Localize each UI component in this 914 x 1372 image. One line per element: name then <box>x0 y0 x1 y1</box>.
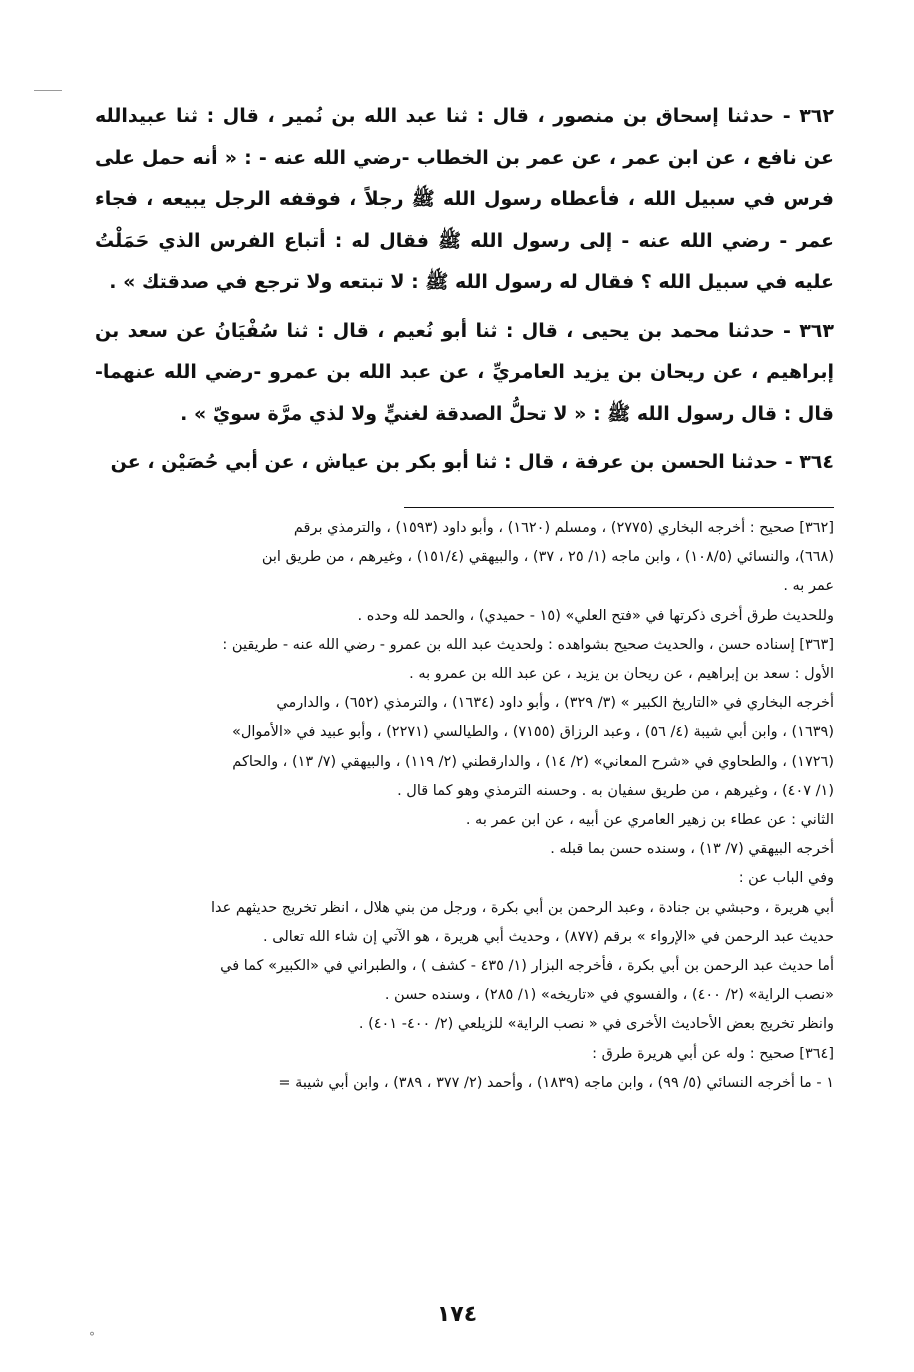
hadith-line: رسول الله ﷺ : « لا تحلُّ الصدقة لغنيٍّ ولا لذي مرَّة سويّ » . <box>180 402 735 425</box>
footnote-line: الثاني : عن عطاء بن زهير العامري عن أبيه ، عن ابن عمر به . <box>465 812 834 829</box>
footnote-line: وفي الباب عن : <box>738 870 834 887</box>
footnote-line: ١ - ما أخرجه النسائي (٥/ ٩٩) ، وابن ماجه (١٨٣٩) ، وأحمد (٢/ ٣٧٧ ، ٣٨٩) ، وابن أبي شيبة = <box>278 1074 834 1091</box>
footnote-line: الأول : سعد بن إبراهيم ، عن ريحان بن يزيد ، عن عبد الله بن عمرو به . <box>409 666 834 683</box>
footnote-line: «نصب الراية» (٢/ ٤٠٠) ، والفسوي في «تاريخه» (١/ ٢٨٥) ، وسنده حسن . <box>384 987 834 1004</box>
hadith-line: إبراهيم ، عن ريحان بن يزيد العامريِّ ، عن عبد الله بن عمرو -رضي الله عنهما- قال : قال <box>95 361 834 425</box>
hadith-paragraph <box>95 442 834 484</box>
hadith-line: ٣٦٤ - حدثنا الحسن بن عرفة ، قال : ثنا أبو بكر بن عياش ، عن أبي حُصَيْن ، عن <box>110 451 834 473</box>
footnote-line: (١٧٢٦) ، والطحاوي في «شرح المعاني» (٢/ ١٤) ، والدارقطني (٢/ ١١٩) ، والبيهقي (٧/ ١٣) ، والحاكم <box>232 753 834 770</box>
hadith-paragraph <box>95 311 834 436</box>
footnote-separator <box>404 507 834 508</box>
footnote-line: أخرجه البخاري في «التاريخ الكبير » (٣/ ٣٢٩) ، وأبو داود (١٦٣٤) ، والترمذي (٦٥٢) ، والدارمي <box>276 695 834 712</box>
footnote-line: حديث عبد الرحمن في «الإرواء » برقم (٨٧٧) ، وحديث أبي هريرة ، هو الآتي إن شاء الله تعالى . <box>263 928 834 945</box>
footnote-line: [٣٦٢] صحيح : أخرجه البخاري (٢٧٧٥) ، ومسلم (١٦٢٠) ، وأبو داود (١٥٩٣) ، والترمذي برقم <box>293 520 834 536</box>
footnote-line: أما حديث عبد الرحمن بن أبي بكرة ، فأخرجه البزار (١/ ٤٣٥ - كشف ) ، والطبراني في «الكبير» كما في <box>220 958 834 975</box>
footnote-line: وانظر تخريج بعض الأحاديث الأخرى في « نصب الراية» للزيلعي (٢/ ٤٠٠- ٤٠١) . <box>358 1016 834 1033</box>
scan-corner-mark <box>34 90 62 91</box>
main-text <box>95 96 834 484</box>
footnote-line: [٣٦٣] إسناده حسن ، والحديث صحيح بشواهده : ولحديث عبد الله بن عمرو - رضي الله عنه - طريقين : <box>222 636 834 653</box>
hadith-line: ٣٦٢ - حدثنا إسحاق بن منصور ، قال : ثنا عبد الله بن نُمير ، قال : ثنا عبيدالله عن <box>95 105 834 169</box>
hadith-paragraph <box>95 96 834 304</box>
footnote-line: (١٦٣٩) ، وابن أبي شيبة (٤/ ٥٦) ، وعبد الرزاق (٧١٥٥) ، والطيالسي (٢٢٧١) ، وأبو عبيد في «الأموال» <box>231 724 834 741</box>
hadith-line: الله ، فأعطاه رسول الله ﷺ رجلاً ، فوقفه الرجل يبيعه ، فجاء عمر - رضي الله عنه - إلى رسول الله <box>95 188 834 252</box>
footnote-line: وللحديث طرق أخرى ذكرتها في «فتح العلي» (١٥ - حميدي) ، والحمد لله وحده . <box>357 607 834 624</box>
hadith-line: ٣٦٣ - حدثنا محمد بن يحيى ، قال : ثنا أبو نُعيم ، قال : ثنا سُفْيَانُ عن سعد بن <box>95 319 834 342</box>
footnote-line: (٦٦٨)، والنسائي (١٠٨/٥) ، وابن ماجه (١/ ٢٥ ، ٣٧) ، والبيهقي (١٥١/٤) ، وغيرهم ، من طريق ابن <box>261 549 834 566</box>
bottom-mark: ° <box>89 1330 95 1344</box>
hadith-line: ترجع في صدقتك » . <box>109 271 300 293</box>
footnote-line: [٣٦٤] صحيح : وله عن أبي هريرة طرق : <box>592 1045 834 1062</box>
hadith-line: نافع ، عن ابن عمر ، عن عمر بن الخطاب -رضي الله عنه - : « أنه حمل على فرس في سبيل <box>95 146 834 210</box>
footnote-line: أبي هريرة ، وحبشي بن جنادة ، وعبد الرحمن بن أبي بكرة ، ورجل من بني هلال ، انظر تخريج حديثهم عدا <box>211 899 834 916</box>
footnote-line: (١/ ٤٠٧) ، وغيرهم ، من طريق سفيان به . وحسنه الترمذي وهو كما قال . <box>397 782 834 799</box>
footnotes <box>95 514 834 1098</box>
page-number: ١٧٤ <box>436 1302 478 1327</box>
hadith-line: ﷺ فقال له : أتباع الفرس الذي حَمَلْتُ عليه في سبيل الله ؟ فقال له رسول الله ﷺ : لا تبتعه ولا <box>95 229 834 293</box>
footnote-line: عمر به . <box>783 578 834 595</box>
footnote-line: أخرجه البيهقي (٧/ ١٣) ، وسنده حسن بما قبله . <box>550 841 834 858</box>
